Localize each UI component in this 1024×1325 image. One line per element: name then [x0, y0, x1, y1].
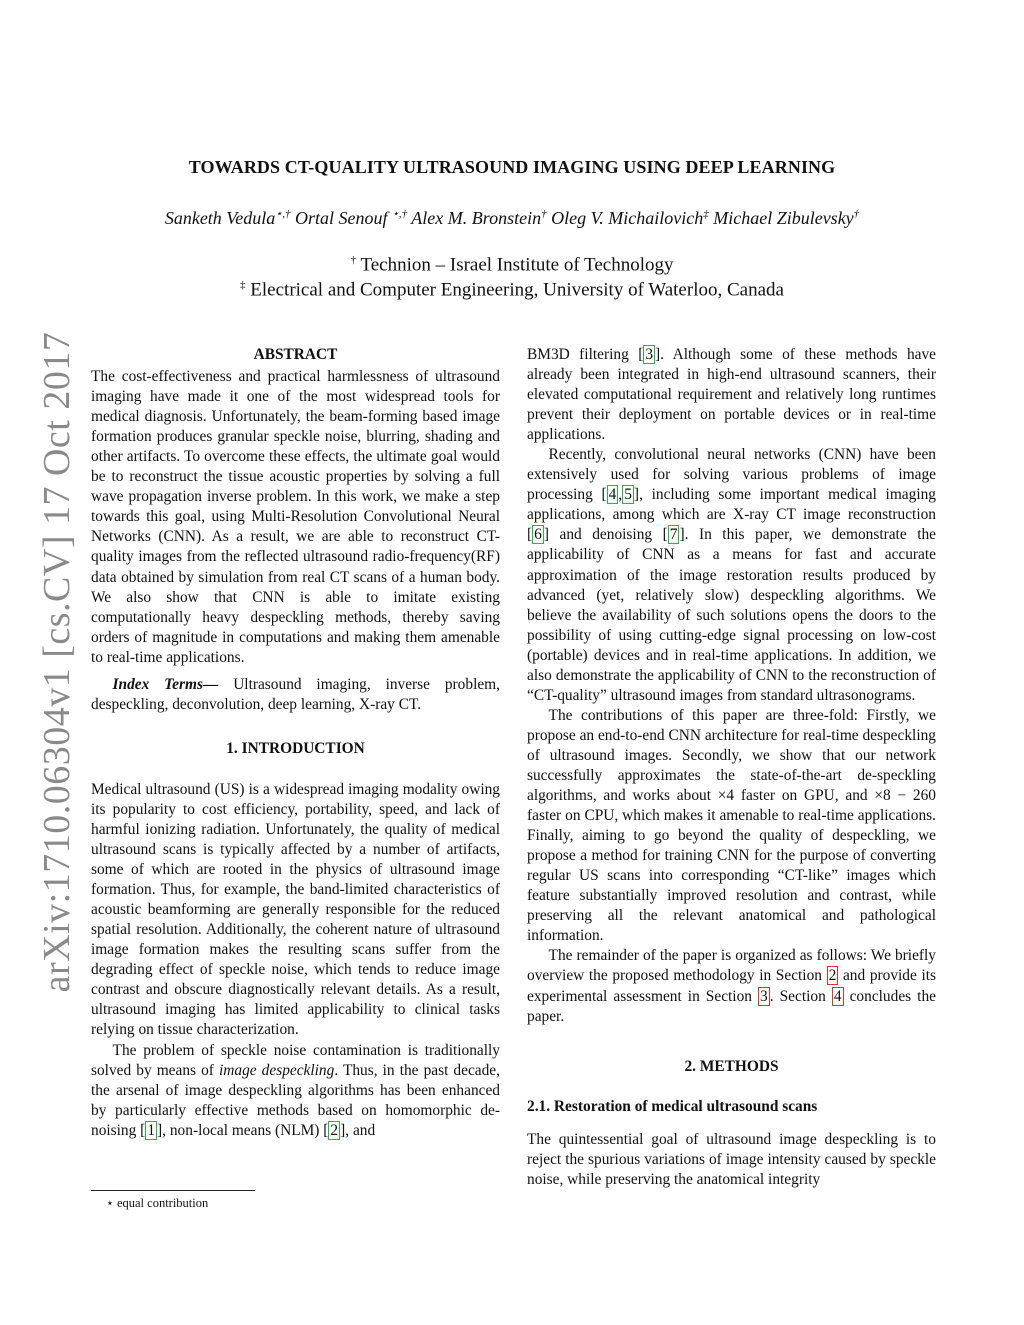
paper-title: TOWARDS CT-QUALITY ULTRASOUND IMAGING USING DEEP LEARNING [188, 157, 836, 177]
intro-paragraph: Medical ultrasound (US) is a widespread imaging modality owing its popularity to cost efficiency, portability, speed, and lack of harmful ionizing radiation. Unfortunately, the quality of medical ultrasound scans is typically affected by a number of artifacts, some of which are rooted in the physics of ultrasound image formation. Thus, for example, the band-limited characteristics of acoustic beamforming are generally responsible for the reduced spatial resolution. Additionally, the coherent nature of ultrasound image formation makes the resulting scans suffer from the degrading effect of speckle noise, which tends to reduce image contrast and obscure diagnostically relevant details. As a result, ultrasound imaging has limited applicability to clinical tasks relying on tissue characterization. [91, 780, 500, 1039]
text-run: The remainder of the paper is organized as follows: We briefly overview the proposed methodology in Section [527, 947, 936, 985]
left-column [91, 345, 500, 1141]
intro-paragraph: BM3D filtering [ 3 ]. Although some of these methods have already been integrated in high-end ultrasound scanners, their elevated computational requirement and relatively long runtimes prevent their deployment on portable devices or in real-time applications. [527, 346, 936, 444]
affiliation-text: Electrical and Computer Engineering, University of Waterloo, Canada [250, 279, 784, 301]
author-name: Alex M. Bronstein [411, 208, 542, 228]
affiliation-text: Technion – Israel Institute of Technology [360, 254, 674, 276]
author-mark: † [541, 208, 547, 220]
footnote-rule [91, 1190, 255, 1191]
emphasis-text: image despeckling [219, 1061, 335, 1079]
text-run: , including some important medical imaging applications, among which are X-ray CT image reconstruction [527, 486, 936, 524]
footnote-mark: ⋆ [106, 1196, 114, 1210]
text-run: and denoising [559, 526, 653, 544]
citation-link[interactable]: 5 [624, 486, 632, 504]
text-run: . In this paper, we demonstrate the applicability of CNN as a means for fast and accurate approximation of the image restoration results produced by advanced (yet, relatively slow) despeckling algorithms. We believe the availability of such solutions opens the doors to the possibility of using cutting-edge signal processing on low-cost (portable) devices and in real-time applications. In addition, we also demonstrate the applicability of CNN to the reconstruction of “CT-quality” ultrasound images from standard ultrasonograms. [527, 526, 936, 704]
index-terms-text: Ultrasound imaging, inverse problem, despeckling, deconvolution, deep learning, X-ray CT. [91, 675, 500, 713]
text-run: BM3D filtering [527, 346, 629, 363]
text-run: concludes the paper. [527, 987, 936, 1025]
text-run: Recently, convolutional neural networks (CNN) have been extensively used for solving various problems of image processing [527, 446, 936, 504]
author-mark: ⋆,† [275, 208, 291, 220]
affiliation-waterloo [0, 279, 1024, 301]
section-reference-link[interactable]: 3 [760, 987, 768, 1005]
abstract-heading: ABSTRACT [253, 346, 338, 363]
section-reference-link[interactable]: 2 [828, 967, 837, 985]
footnote-text: equal contribution [116, 1196, 209, 1210]
intro-paragraph [527, 946, 936, 1026]
affiliation-mark: ‡ [240, 279, 246, 291]
section-reference-link[interactable]: 4 [833, 987, 842, 1005]
index-terms [91, 675, 500, 715]
footnote [106, 1195, 208, 1211]
intro-paragraph: Recently, convolutional neural networks (CNN) have been extensively used for solving various problems of image processing [ 4 , 5 ], including some important medical imaging applications, among which are X-ray CT image reconstruction [ 6 ] and denoising [ 7 ]. In this paper, we demonstrate the applicability of CNN as a means for fast and accurate approximation of the image restoration results produced by advanced (yet, relatively slow) despeckling algorithms. We believe the availability of such solutions opens the doors to the possibility of using cutting-edge signal processing on low-cost (portable) devices and in real-time applications. In addition, we also demonstrate the applicability of CNN to the reconstruction of “CT-quality” ultrasound images from standard ultrasonograms. [527, 446, 936, 704]
author-mark: ⋆,† [391, 208, 408, 220]
subsection-heading: 2.1. Restoration of medical ultrasound scans [527, 1097, 818, 1115]
intro-paragraph: The contributions of this paper are three-fold: Firstly, we propose an end-to-end CNN architecture for real-time despeckling of ultrasound images. Secondly, we show that our network successfully approximates the state-of-the-art de-speckling algorithms, and works about ×4 faster on GPU, and ×8 − 260 faster on CPU, which makes it amenable to real-time applications. Finally, aiming to go beyond the quality of despeckling, we propose a method for training CNN for the purpose of converting regular US scans into corresponding “CT-like” images which feature substantially improved resolution and contrast, while preserving all the relevant anatomical and pathological information. [527, 706, 936, 945]
text-run: , non-local means (NLM) [162, 1121, 320, 1139]
author-name: Oleg V. Michailovich [551, 208, 704, 228]
affiliation-technion [0, 254, 1024, 276]
text-run: . Thus, in the past decade, the arsenal of image despeckling algorithms has been enhanced by particularly effective methods based on homomorphic de-noising [91, 1061, 500, 1139]
methods-paragraph: The quintessential goal of ultrasound image despeckling is to reject the spurious variations of image intensity caused by speckle noise, while preserving the anatomical integrity [527, 1130, 936, 1188]
section-heading-introduction: 1. INTRODUCTION [226, 739, 365, 757]
text-run: . Section [769, 987, 826, 1005]
author-mark: ‡ [703, 208, 709, 220]
author-name: Ortal Senouf [294, 208, 388, 228]
abstract-text: The cost-effectiveness and practical harmlessness of ultrasound imaging have made it one of the most widespread tools for medical diagnosis. Unfortunately, the beam-forming based image formation produces granular speckle noise, blurring, shading and other artifacts. To overcome these effects, the ultimate goal would be to reconstruct the tissue acoustic properties by solving a full wave propagation inverse problem. In this work, we make a step towards this goal, using Multi-Resolution Convolutional Neural Networks (CNN). As a result, we are able to reconstruct CT-quality images from the reflected ultrasound radio-frequency(RF) data obtained by simulation from real CT scans of a human body. We also show that CNN is able to imitate existing computationally heavy despeckling methods, thereby saving orders of magnitude in computations and making them amenable to real-time applications. [91, 368, 500, 666]
author-name: Sanketh Vedula [164, 208, 276, 228]
author-name: Michael Zibulevsky [713, 208, 854, 228]
text-run: . Although some of these methods have already been integrated in high-end ultrasound scanners, their elevated computational requirement and relatively long runtimes prevent their deployment on portable devices or in real-time applications. [527, 346, 936, 444]
citation-link[interactable]: 2 [330, 1121, 339, 1139]
citation-link[interactable]: 3 [645, 346, 654, 363]
citation-link[interactable]: 7 [669, 526, 678, 544]
author-list [0, 207, 1024, 229]
citation-link[interactable]: 6 [534, 526, 542, 544]
section-heading-methods: 2. METHODS [684, 1057, 779, 1075]
citation-link[interactable]: 1 [147, 1121, 156, 1139]
index-terms-label: Index Terms— [112, 675, 219, 693]
author-mark: † [853, 208, 860, 220]
arxiv-id: arXiv:1710.06304v1 [cs.CV] 17 Oct 2017 [36, 331, 78, 993]
affiliation-mark: † [350, 254, 357, 266]
text-run: , and [345, 1121, 376, 1139]
citation-link[interactable]: 4 [608, 486, 617, 504]
text-run: The problem of speckle noise contamination is traditionally solved by means of [91, 1041, 500, 1079]
text-run: and provide its experimental assessment in Section [527, 967, 936, 1005]
intro-paragraph: The problem of speckle noise contamination is traditionally solved by means of image despeckling. Thus, in the past decade, the arsenal of image despeckling algorithms has been enhanced by particularly effective methods based on homomorphic de-noising [ 1 ], non-local means (NLM) [ 2 ], and [91, 1041, 500, 1139]
right-column [527, 345, 936, 1190]
